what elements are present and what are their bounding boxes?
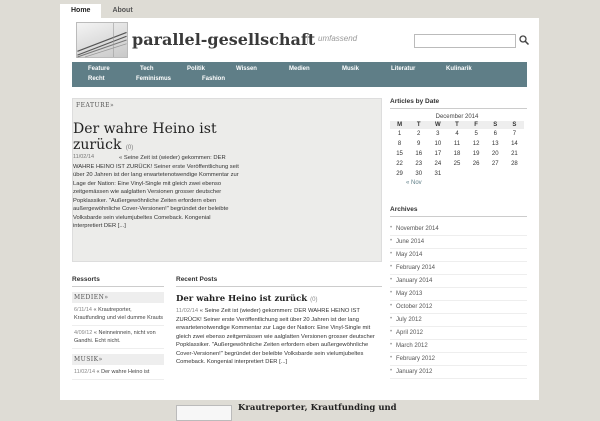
nav-item-tech[interactable]: Tech [140,66,154,72]
archive-link[interactable]: • March 2012 [390,340,527,353]
archive-link[interactable]: • February 2014 [390,262,527,275]
recent-post-excerpt [176,307,382,367]
calendar-day: 8 [397,141,402,147]
calendar-day: 19 [472,151,480,157]
calendar-day: 15 [396,151,403,157]
calendar-day: 9 [417,141,421,147]
calendar-day: 27 [491,161,499,167]
ressort-category-medien[interactable]: MEDIEN» [72,292,164,303]
ressort-item[interactable] [72,326,164,349]
weekday-label: T [447,121,466,129]
ressort-item-title[interactable]: « Der wahre Heino ist [95,369,150,375]
calendar-day: 25 [453,161,461,167]
feature-comment-count[interactable]: (0) [125,145,134,151]
tab-about[interactable]: About [112,7,133,14]
calendar-day: 17 [434,151,442,157]
ressort-item-date: 6/11/14 [74,307,92,313]
calendar-day: 22 [396,161,403,167]
calendar [390,113,524,179]
search-icon[interactable] [518,34,530,46]
archive-link[interactable]: • January 2012 [390,366,527,379]
archive-link[interactable]: • June 2014 [390,236,527,249]
nav-item-literatur[interactable]: Literatur [391,66,416,72]
nav-item-musik[interactable]: Musik [342,66,360,72]
site-title[interactable]: parallel-gesellschaft [132,30,316,49]
recent-post-thumbnail[interactable] [176,405,232,421]
calendar-day: 16 [415,151,423,157]
archive-link[interactable]: • May 2014 [390,249,527,262]
site-header [60,18,539,62]
nav-item-politik[interactable]: Politik [187,66,206,72]
top-tabs [60,4,144,18]
calendar-day: 20 [491,151,499,157]
calendar-day: 28 [511,161,518,167]
feature-label[interactable]: FEATURE» [76,102,115,109]
feature-title-text[interactable]: Der wahre Heino ist zurück [73,121,217,153]
ressort-item-date: 11/02/14 [74,369,96,375]
feature-title[interactable] [73,121,243,156]
calendar-day: 24 [434,161,442,167]
recent-posts-heading: Recent Posts [176,276,382,287]
archive-link[interactable]: • November 2014 [390,223,527,236]
articles-by-date-heading: Articles by Date [390,98,527,109]
calendar-day: 10 [434,141,442,147]
calendar-day: 11 [453,141,461,147]
nav-item-recht[interactable]: Recht [88,76,105,82]
calendar-day [486,169,505,179]
archive-link[interactable]: • February 2012 [390,353,527,366]
weekday-label: F [467,121,486,129]
nav-item-wissen[interactable]: Wissen [236,66,257,72]
archives-heading: Archives [390,206,527,217]
calendar-day [447,169,466,179]
ressort-item[interactable] [72,303,164,326]
recent-post-comment-count[interactable]: (0) [310,297,318,303]
site-tagline: umfassend [307,34,357,44]
archive-link[interactable]: • October 2012 [390,301,527,314]
recent-post-body: « Seine Zeit ist (wieder) gekommen: DER WAHRE HEINO IST ZURÜCK! Seiner erste Veröffentlichung seit über 20 Jahren ist der lang erwartetenotwendige Kommentar zur Lage der Nation: Eine Vinyl-Single mit gleich zwei ebenso zeitgemässen wie aalglatten Versionen grosser deutscher Popklassiker. "Außergewöhnliche Zeiten erfordern eben außergewöhnliche Cover-Versionen!" begründet der beleibte Volksbarde sein vielumjubeltes Comeback. Kongenial interpretiert DER [...] [176,308,375,365]
calendar-day: 7 [512,131,517,137]
archive-link[interactable]: • April 2012 [390,327,527,340]
calendar-day: 14 [511,141,518,147]
calendar-day: 13 [491,141,499,147]
ressorts-section [72,276,164,380]
calendar-caption: December 2014 [435,114,479,120]
calendar-day: 23 [415,161,423,167]
calendar-day: 4 [455,131,459,137]
weekday-label: S [486,121,505,129]
nav-item-kulinarik[interactable]: Kulinarik [446,66,472,72]
feature-excerpt: « Seine Zeit ist (wieder) gekommen: DER WAHRE HEINO IST ZURÜCK! Seiner erste Veröffentlichung seit über 20 Jahren ist der lang erwartetenotwendige Kommentar zur Lage der Nation: Eine Vinyl-Single mit gleich zwei ebenso zeitgemässen wie aalglatten Versionen grosser deutscher Popklassiker. "Außergewöhnliche Zeiten erfordern eben außergewöhnliche Cover-Versionen!" begründet der beleibte Volksbarde sein vielumjubeltes Comeback. Kongenial interpretiert DER [...] [73,155,239,229]
recent-post-title-text[interactable]: Der wahre Heino ist zurück [176,294,308,304]
weekday-label: T [409,121,428,129]
calendar-day: 2 [417,131,421,137]
nav-item-medien[interactable]: Medien [289,66,310,72]
calendar-day: 21 [511,151,518,157]
weekday-label: W [428,121,447,129]
parallel-lines-logo-icon [77,23,127,57]
calendar-day: 5 [474,131,478,137]
calendar-day [505,169,524,179]
recent-post-title[interactable] [176,294,382,304]
weekday-label: M [390,121,409,129]
weekday-label: S [505,121,524,129]
page-container [60,18,539,413]
archive-link[interactable]: • July 2012 [390,314,527,327]
ressort-category-musik[interactable]: MUSIK» [72,354,164,365]
calendar-prev-link[interactable]: « Nov [406,180,422,186]
search-input[interactable] [414,34,516,48]
recent-post-date: 11/02/14 [176,308,199,314]
nav-item-fashion[interactable]: Fashion [202,76,226,82]
ressort-item-date: 4/09/12 [74,330,93,336]
calendar-day: 26 [472,161,480,167]
main-nav [72,62,527,87]
calendar-day: 3 [436,131,440,137]
nav-item-feature[interactable]: Feature [88,66,110,72]
ressort-item[interactable] [72,365,164,380]
calendar-day: 6 [493,131,497,137]
calendar-day: 31 [434,171,442,177]
calendar-day [467,169,486,179]
feature-date: 11/02/14 [73,154,95,160]
site-logo[interactable] [76,22,128,58]
ressort-item-title[interactable]: « Neinneinnein, nicht von Gandhi. Echt nicht. [74,330,156,344]
ressorts-heading: Ressorts [72,276,164,287]
archive-list [390,223,527,379]
recent-posts-section [176,276,397,413]
calendar-day: 18 [453,151,461,157]
archive-link[interactable]: • January 2014 [390,275,527,288]
sidebar [390,98,527,379]
feature-box [72,98,382,262]
calendar-day: 1 [397,131,402,137]
calendar-day: 12 [472,141,480,147]
tab-home[interactable]: Home [60,4,101,18]
calendar-day: 30 [415,171,423,177]
recent-post-2-title[interactable]: Krautreporter, Krautfunding und [238,403,397,413]
calendar-day: 29 [396,171,403,177]
ressort-item-title[interactable]: « Krautreporter, Krautfunding und viel dumme Krauts [74,307,163,321]
archive-link[interactable]: • May 2013 [390,288,527,301]
nav-item-feminismus[interactable]: Feminismus [136,76,172,82]
